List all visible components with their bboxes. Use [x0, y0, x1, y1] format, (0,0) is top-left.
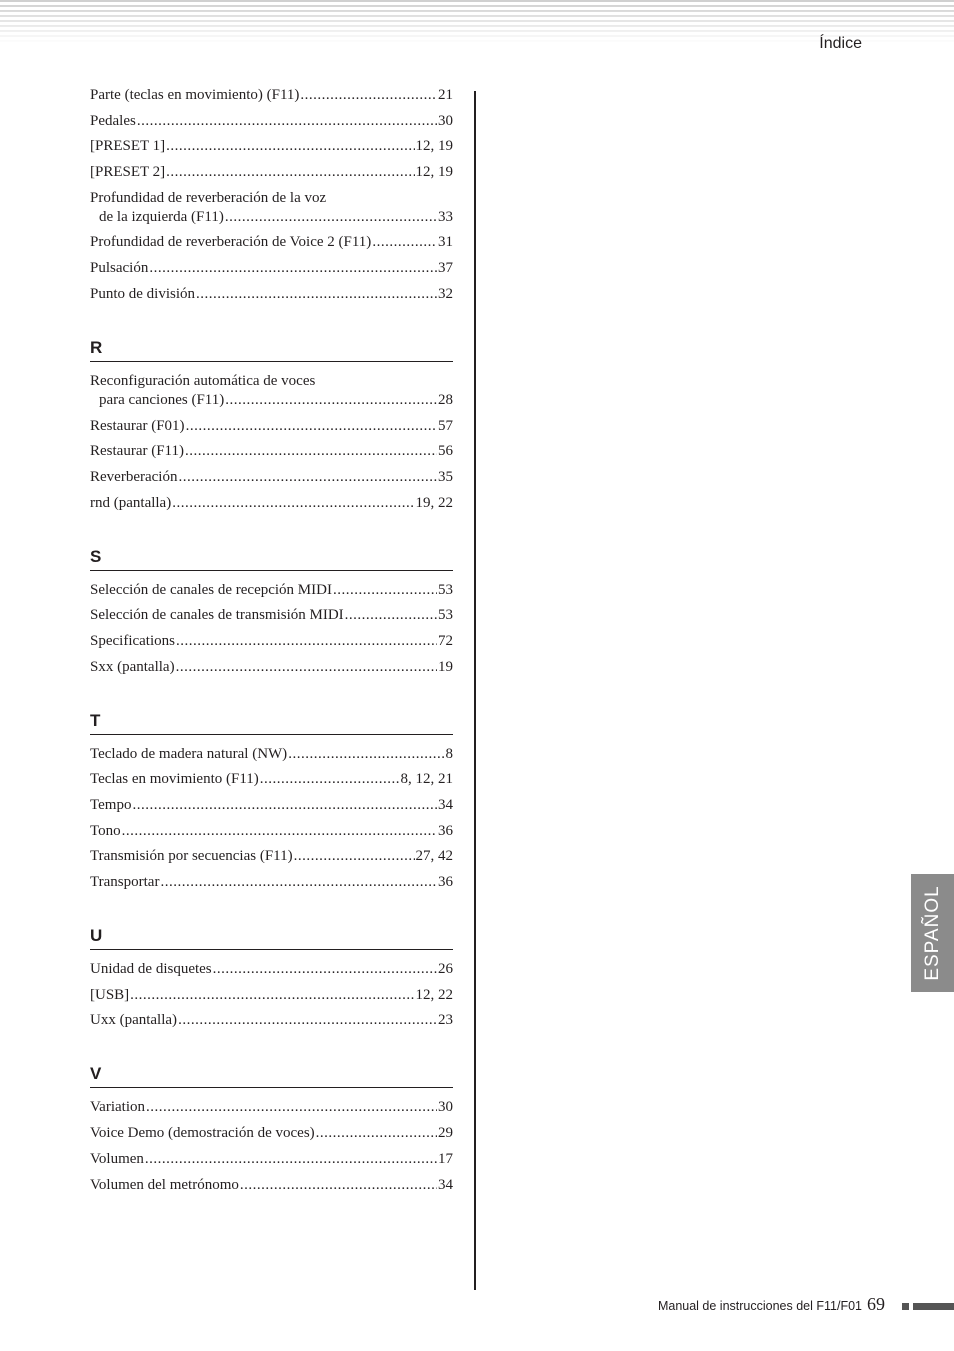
footer-square-mark: [902, 1303, 909, 1310]
index-entry: [90, 1011, 453, 1030]
dot-leader: [176, 632, 437, 651]
index-entry-line1: [90, 372, 453, 391]
index-entry: [90, 1150, 453, 1169]
index-term: Profundidad de reverberación de Voice 2 (F11): [90, 234, 372, 251]
dot-leader: [225, 391, 437, 410]
index-pages: 12, 22: [415, 986, 453, 1003]
dot-leader: [146, 1098, 437, 1117]
index-entry: [90, 873, 453, 892]
index-entry: [90, 796, 453, 815]
dot-leader: [166, 163, 414, 182]
index-term-continued: de la izquierda (F11): [99, 208, 224, 225]
index-entry: [90, 606, 453, 625]
dot-leader: [176, 658, 437, 677]
section-heading: T: [90, 711, 453, 735]
index-entry-line1: [90, 189, 453, 208]
dot-leader: [316, 1124, 437, 1143]
index-pages: 33: [438, 208, 453, 225]
index-pages: 27, 42: [415, 848, 453, 865]
page-footer: [658, 1294, 885, 1315]
index-entry-line2: [90, 208, 453, 227]
index-pages: 36: [438, 822, 453, 839]
index-pages: 17: [438, 1150, 453, 1167]
index-term: Parte (teclas en movimiento) (F11): [90, 87, 300, 103]
index-term: Reconfiguración automática de voces: [90, 372, 316, 389]
index-entry: [90, 581, 453, 600]
index-term: Pulsación: [90, 260, 149, 277]
dot-leader: [145, 1150, 437, 1169]
dot-leader: [288, 745, 444, 764]
index-term: Transmisión por secuencias (F11): [90, 848, 293, 865]
index-pages: 35: [438, 468, 453, 485]
dot-leader: [300, 86, 437, 105]
index-entry: [90, 847, 453, 866]
index-entry: [90, 1124, 453, 1143]
index-pages: 30: [438, 1099, 453, 1116]
index-term: rnd (pantalla): [90, 494, 172, 511]
index-entry: [90, 86, 453, 105]
column-divider: [474, 91, 476, 1290]
index-term: Profundidad de reverberación de la voz: [90, 189, 327, 206]
index-pages: 29: [438, 1125, 453, 1142]
header-stripes: [0, 0, 954, 42]
dot-leader: [178, 468, 437, 487]
section-heading: V: [90, 1064, 453, 1088]
index-entry: [90, 632, 453, 651]
dot-leader: [260, 770, 400, 789]
index-term: Restaurar (F01): [90, 417, 185, 434]
index-term: [USB]: [90, 986, 130, 1003]
index-term: Voice Demo (demostración de voces): [90, 1125, 315, 1142]
index-entry: [90, 285, 453, 304]
index-entry: [90, 770, 453, 789]
index-pages: 8, 12, 21: [400, 771, 453, 788]
index-pages: 28: [438, 391, 453, 408]
section-heading: R: [90, 338, 453, 362]
dot-leader: [160, 873, 437, 892]
index-entry: [90, 233, 453, 252]
index-pages: 30: [438, 112, 453, 129]
index-entry: [90, 137, 453, 156]
dot-leader: [166, 137, 414, 156]
language-tab-label: ESPAÑOL: [921, 885, 943, 981]
index-pages: 57: [438, 417, 453, 434]
dot-leader: [213, 960, 437, 979]
index-term: Selección de canales de transmisión MIDI: [90, 607, 344, 624]
index-entry: [90, 960, 453, 979]
index-entry: [90, 986, 453, 1005]
index-pages: 36: [438, 874, 453, 891]
index-pages: 26: [438, 961, 453, 978]
index-term: Selección de canales de recepción MIDI: [90, 581, 332, 598]
index-term: Transportar: [90, 874, 160, 891]
index-term: Volumen: [90, 1150, 144, 1167]
index-pages: 34: [438, 797, 453, 813]
index-term: Specifications: [90, 632, 175, 649]
index-pages: 19: [438, 658, 453, 675]
index-pages: 34: [438, 1176, 453, 1193]
index-pages: 53: [438, 607, 453, 624]
index-entry: [90, 494, 453, 513]
dot-leader: [137, 112, 437, 131]
index-term: Variation: [90, 1099, 145, 1116]
index-entry: [90, 163, 453, 182]
dot-leader: [132, 796, 437, 815]
index-term: Teclado de madera natural (NW): [90, 745, 288, 762]
index-term: Restaurar (F11): [90, 443, 184, 460]
index-term-continued: para canciones (F11): [99, 391, 225, 408]
index-pages: 37: [438, 260, 453, 277]
dot-leader: [122, 822, 437, 841]
index-entry-line2: [90, 391, 453, 410]
index-pages: 23: [438, 1012, 453, 1029]
dot-leader: [372, 233, 437, 252]
dot-leader: [345, 606, 437, 625]
index-pages: 32: [438, 285, 453, 302]
index-entry: [90, 417, 453, 436]
index-term: Sxx (pantalla): [90, 658, 175, 675]
index-entry: [90, 189, 453, 227]
index-entry: [90, 1176, 453, 1195]
index-pages: 12, 19: [415, 138, 453, 155]
index-entry: [90, 372, 453, 410]
index-pages: 12, 19: [415, 164, 453, 181]
index-pages: 8: [445, 745, 453, 762]
footer-bar-mark: [913, 1303, 954, 1310]
index-pages: 72: [438, 632, 453, 649]
dot-leader: [225, 208, 437, 227]
index-term: Teclas en movimiento (F11): [90, 771, 259, 788]
dot-leader: [178, 1011, 437, 1030]
index-term: Tempo: [90, 797, 132, 813]
index-entry: [90, 442, 453, 461]
section-heading: U: [90, 926, 453, 950]
dot-leader: [294, 847, 415, 866]
index-entry: [90, 658, 453, 677]
index-pages: 56: [438, 443, 453, 460]
index-term: [PRESET 2]: [90, 164, 166, 181]
dot-leader: [149, 259, 437, 278]
index-entry: [90, 745, 453, 764]
index-term: Punto de división: [90, 285, 196, 302]
index-term: Unidad de disquetes: [90, 961, 212, 978]
footer-manual-title: Manual de instrucciones del F11/F01: [657, 1299, 862, 1313]
index-entry: [90, 468, 453, 487]
dot-leader: [333, 581, 437, 600]
dot-leader: [240, 1176, 437, 1195]
index-pages: 53: [438, 581, 453, 598]
dot-leader: [130, 986, 414, 1005]
dot-leader: [185, 442, 437, 461]
index-entry: [90, 259, 453, 278]
page-number: 69: [867, 1294, 885, 1314]
index-term: [PRESET 1]: [90, 138, 166, 155]
index-pages: 31: [438, 234, 453, 251]
index-entry: [90, 112, 453, 131]
index-term: Reverberación: [90, 468, 178, 485]
dot-leader: [172, 494, 414, 513]
dot-leader: [196, 285, 437, 304]
index-pages: 19, 22: [415, 494, 453, 511]
index-term: Pedales: [90, 112, 136, 129]
index-term: Uxx (pantalla): [90, 1012, 178, 1029]
section-heading: S: [90, 547, 453, 571]
index-entry: [90, 1098, 453, 1117]
index-pages: 21: [438, 87, 453, 103]
page-header-title: Índice: [819, 35, 862, 52]
dot-leader: [186, 417, 437, 436]
index-term: Tono: [90, 822, 121, 839]
language-tab: [911, 874, 954, 992]
index-term: Volumen del metrónomo: [90, 1176, 239, 1193]
index-column: [90, 86, 453, 1201]
index-entry: [90, 822, 453, 841]
